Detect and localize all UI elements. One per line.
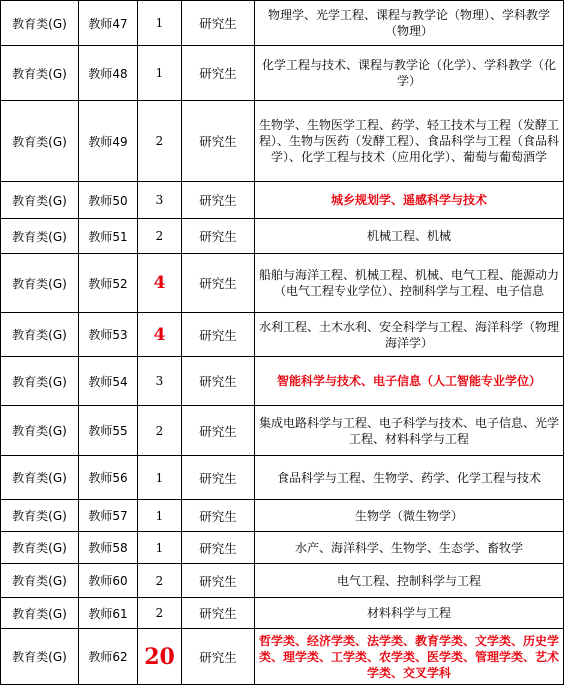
table-row xyxy=(1,532,564,564)
count-cell: 1 xyxy=(138,532,182,564)
count-cell: 4 xyxy=(138,254,182,313)
education-cell: 研究生 xyxy=(182,357,255,406)
major-cell: 食品科学与工程、生物学、药学、化学工程与技术 xyxy=(255,456,564,500)
count-cell: 2 xyxy=(138,219,182,254)
category-cell: 教育类(G) xyxy=(1,456,79,500)
category-cell: 教育类(G) xyxy=(1,182,79,219)
major-cell: 物理学、光学工程、课程与教学论（物理）、学科教学（物理） xyxy=(255,1,564,46)
table-row xyxy=(1,313,564,357)
education-cell: 研究生 xyxy=(182,500,255,532)
position-cell: 教师54 xyxy=(79,357,138,406)
count-cell: 1 xyxy=(138,456,182,500)
table-row xyxy=(1,1,564,46)
count-cell: 4 xyxy=(138,313,182,357)
table-row xyxy=(1,629,564,685)
position-cell: 教师49 xyxy=(79,101,138,182)
major-cell: 生物学、生物医学工程、药学、轻工技术与工程（发酵工程）、生物与医药（发酵工程）、食品科学与工程（食品科学）、化学工程与技术（应用化学）、葡萄与葡萄酒学 xyxy=(255,101,564,182)
major-cell: 水利工程、土木水利、安全科学与工程、海洋科学（物理海洋学） xyxy=(255,313,564,357)
category-cell: 教育类(G) xyxy=(1,254,79,313)
position-cell: 教师51 xyxy=(79,219,138,254)
education-cell: 研究生 xyxy=(182,46,255,101)
education-cell: 研究生 xyxy=(182,313,255,357)
major-cell: 机械工程、机械 xyxy=(255,219,564,254)
education-cell: 研究生 xyxy=(182,406,255,456)
major-cell: 化学工程与技术、课程与教学论（化学）、学科教学（化学） xyxy=(255,46,564,101)
major-cell: 哲学类、经济学类、法学类、教育学类、文学类、历史学类、理学类、工学类、农学类、医学类、管理学类、艺术学类、交叉学科 xyxy=(255,629,564,685)
table-row xyxy=(1,564,564,598)
category-cell: 教育类(G) xyxy=(1,46,79,101)
education-cell: 研究生 xyxy=(182,532,255,564)
table-row xyxy=(1,598,564,629)
table-row xyxy=(1,500,564,532)
table-row xyxy=(1,101,564,182)
major-cell: 水产、海洋科学、生物学、生态学、畜牧学 xyxy=(255,532,564,564)
category-cell: 教育类(G) xyxy=(1,313,79,357)
position-cell: 教师47 xyxy=(79,1,138,46)
position-cell: 教师55 xyxy=(79,406,138,456)
table-row xyxy=(1,46,564,101)
category-cell: 教育类(G) xyxy=(1,1,79,46)
education-cell: 研究生 xyxy=(182,101,255,182)
education-cell: 研究生 xyxy=(182,598,255,629)
category-cell: 教育类(G) xyxy=(1,406,79,456)
education-cell: 研究生 xyxy=(182,182,255,219)
education-cell: 研究生 xyxy=(182,629,255,685)
table-row xyxy=(1,406,564,456)
education-cell: 研究生 xyxy=(182,254,255,313)
table-row xyxy=(1,182,564,219)
count-cell: 1 xyxy=(138,500,182,532)
category-cell: 教育类(G) xyxy=(1,219,79,254)
count-cell: 1 xyxy=(138,46,182,101)
category-cell: 教育类(G) xyxy=(1,357,79,406)
major-cell: 集成电路科学与工程、电子科学与技术、电子信息、光学工程、材料科学与工程 xyxy=(255,406,564,456)
position-cell: 教师52 xyxy=(79,254,138,313)
education-cell: 研究生 xyxy=(182,456,255,500)
major-cell: 城乡规划学、遥感科学与技术 xyxy=(255,182,564,219)
position-cell: 教师61 xyxy=(79,598,138,629)
position-cell: 教师60 xyxy=(79,564,138,598)
count-cell: 2 xyxy=(138,598,182,629)
count-cell: 2 xyxy=(138,406,182,456)
category-cell: 教育类(G) xyxy=(1,532,79,564)
position-cell: 教师58 xyxy=(79,532,138,564)
major-cell: 生物学（微生物学） xyxy=(255,500,564,532)
education-cell: 研究生 xyxy=(182,564,255,598)
major-cell: 材料科学与工程 xyxy=(255,598,564,629)
position-cell: 教师53 xyxy=(79,313,138,357)
position-cell: 教师57 xyxy=(79,500,138,532)
table-row xyxy=(1,357,564,406)
count-cell: 3 xyxy=(138,182,182,219)
count-cell: 2 xyxy=(138,101,182,182)
table-row xyxy=(1,219,564,254)
count-cell: 3 xyxy=(138,357,182,406)
major-cell: 电气工程、控制科学与工程 xyxy=(255,564,564,598)
count-cell: 1 xyxy=(138,1,182,46)
table-row xyxy=(1,456,564,500)
education-cell: 研究生 xyxy=(182,1,255,46)
major-cell: 智能科学与技术、电子信息（人工智能专业学位） xyxy=(255,357,564,406)
table-row xyxy=(1,254,564,313)
position-cell: 教师62 xyxy=(79,629,138,685)
major-cell: 船舶与海洋工程、机械工程、机械、电气工程、能源动力（电气工程专业学位）、控制科学与工程、电子信息 xyxy=(255,254,564,313)
category-cell: 教育类(G) xyxy=(1,564,79,598)
education-cell: 研究生 xyxy=(182,219,255,254)
category-cell: 教育类(G) xyxy=(1,629,79,685)
position-cell: 教师56 xyxy=(79,456,138,500)
category-cell: 教育类(G) xyxy=(1,101,79,182)
count-cell: 20 xyxy=(138,629,182,685)
category-cell: 教育类(G) xyxy=(1,598,79,629)
position-cell: 教师50 xyxy=(79,182,138,219)
count-cell: 2 xyxy=(138,564,182,598)
category-cell: 教育类(G) xyxy=(1,500,79,532)
position-cell: 教师48 xyxy=(79,46,138,101)
